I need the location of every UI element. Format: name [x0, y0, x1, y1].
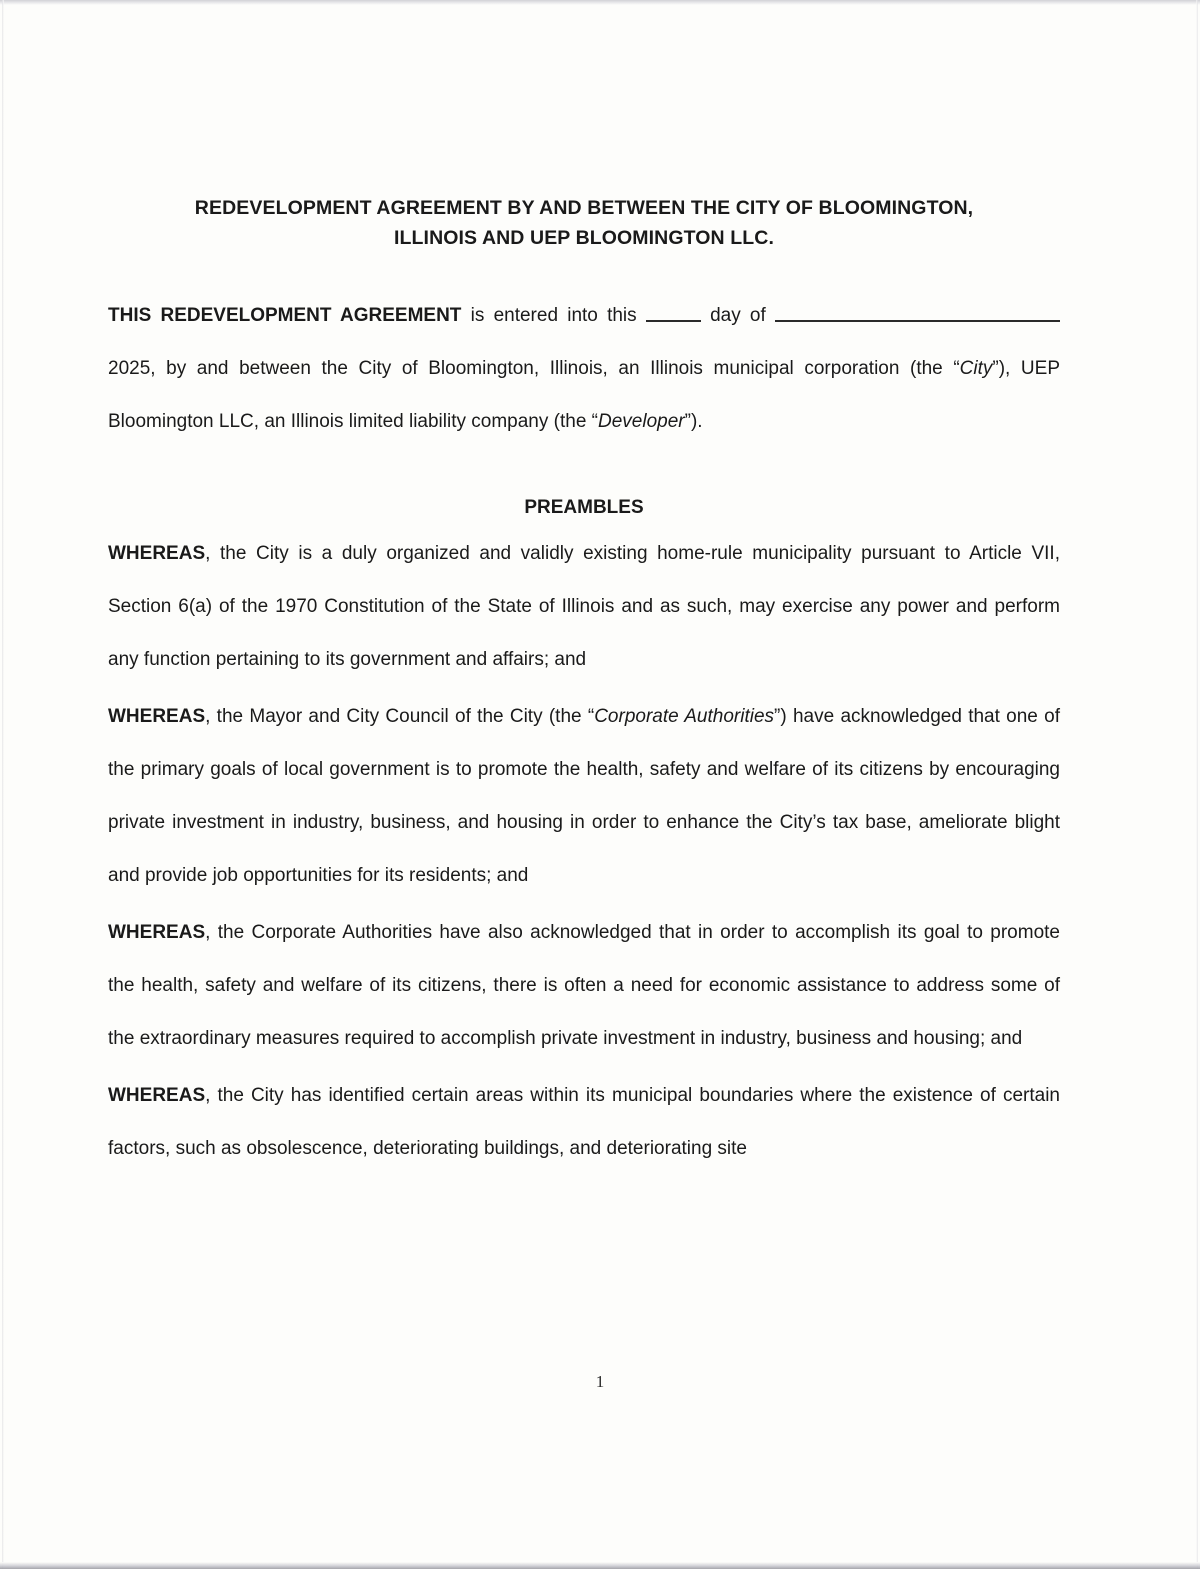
whereas-text-1: , the City is a duly organized and validly existing home-rule municipality pursuant to Article VII, Section 6(a) of the 1970 Constitution of the State of Illinois and as such, may exercise any power and perform any function pertaining to its government and affairs; and [108, 543, 1060, 670]
whereas-lead-4: WHEREAS [108, 1085, 206, 1106]
intro-text-3: 2025, by and between the City of Bloomington, Illinois, an Illinois municipal corporation (the “ [108, 358, 960, 379]
defined-term-developer: Developer [598, 411, 685, 432]
whereas-text-3: , the Corporate Authorities have also acknowledged that in order to accomplish its goal to promote the health, safety and welfare of its citizens, there is often a need for economic assistance to address some of the extraordinary measures required to accomplish private investment in industry, business and housing; and [108, 922, 1060, 1049]
intro-text-4: ”), UEP Bloomington LLC, an Illinois limited liability company (the “ [108, 358, 1060, 432]
section-heading-preambles: PREAMBLES [524, 497, 644, 518]
intro-text-5: ”). [684, 411, 703, 432]
scan-edge-right [1196, 0, 1198, 1569]
whereas-clause-2 [108, 686, 1060, 902]
whereas-lead-2: WHEREAS [108, 706, 206, 727]
day-blank-field[interactable] [646, 305, 701, 322]
whereas-lead-1: WHEREAS [108, 543, 206, 564]
title-line-2: ILLINOIS AND UEP BLOOMINGTON LLC. [394, 227, 774, 249]
scan-edge-bottom [0, 1562, 1200, 1569]
document-body [108, 0, 1060, 1175]
whereas-text-4: , the City has identified certain areas within its municipal boundaries where the existence of certain factors, such as obsolescence, deteriorating buildings, and deteriorating site [108, 1085, 1060, 1159]
whereas-clause-3 [108, 902, 1060, 1065]
scan-edge-left [2, 0, 4, 1569]
title-line-1: REDEVELOPMENT AGREEMENT BY AND BETWEEN THE CITY OF BLOOMINGTON, [194, 197, 974, 219]
agreement-lead-bold: THIS REDEVELOPMENT AGREEMENT [108, 305, 462, 326]
intro-text-1: is entered into this [461, 305, 646, 326]
intro-paragraph [108, 253, 1060, 448]
whereas-text-2a: , the Mayor and City Council of the City (the “ [205, 706, 595, 727]
defined-term-city: City [959, 358, 993, 379]
whereas-lead-3: WHEREAS [108, 922, 206, 943]
defined-term-corporate-authorities: Corporate Authorities [594, 706, 775, 727]
whereas-clause-4 [108, 1065, 1060, 1175]
intro-text-2: day of [700, 305, 775, 326]
whereas-text-2b: ”) have acknowledged that one of the primary goals of local government is to promote the health, safety and welfare of its citizens by encouraging private investment in industry, business, and housing in order to enhance the City’s tax base, ameliorate blight and provide job opportunities for its residents; and [108, 706, 1060, 886]
whereas-clause-1 [108, 525, 1060, 686]
page-title [108, 0, 1060, 253]
page-number: 1 [595, 1372, 605, 1391]
date-blank-field[interactable] [775, 305, 1060, 322]
